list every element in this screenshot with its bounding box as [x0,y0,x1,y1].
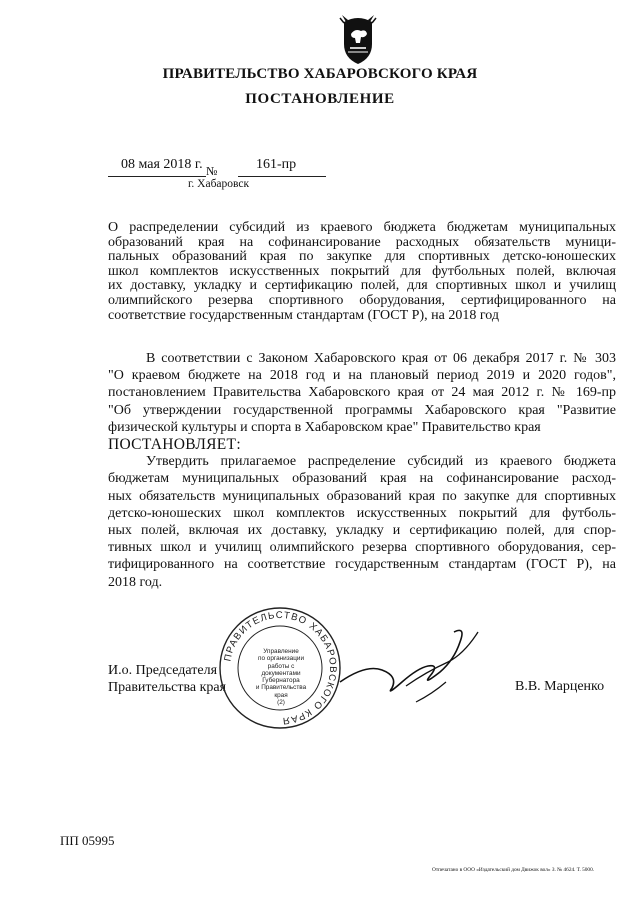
date-underline [108,176,206,177]
coat-of-arms-emblem [334,10,382,66]
subject-line: их доставку, укладку и сертификацию полей, для спортивных школ и училищ [108,278,616,294]
printing-note: Отпечатано в ООО «Издательский дом Движок вол» З. № 4624. Т. 5000. [432,867,595,873]
stamp-ring-text: ПРАВИТЕЛЬСТВО ХАБАРОВСКОГО КРАЯ [222,609,339,727]
subject-line: школ комплектов искусственных покрытий для футбольных полей, включая [108,263,616,279]
position-line: И.о. Председателя [108,663,218,678]
position-line: Правительства края [108,680,227,695]
subject-line: олимпийского резерва спортивного оборудования, сертифицированного на [108,292,616,308]
subject-line: пальных образований края по закупке для спортивных детско-юношеских [108,249,616,265]
signatory-name: В.В. Марценко [515,679,605,694]
body-line: "Об утверждении государственной программы Хабаровского края "Развитие [108,402,616,418]
document-body [108,350,616,591]
stamp-line: Губернатора [262,677,300,685]
body-line: 2018 год. [108,574,163,590]
stamp-line: работы с документами [261,662,301,677]
subject-line: О распределении субсидий из краевого бюджета бюджетам муниципальных [108,220,616,235]
body-line: Утвердить прилагаемое распределение субсидий из краевого бюджета [146,454,616,470]
body-line: ных полей, включая их доставку, укладку и сертификацию полей, для спор- [108,523,616,539]
body-line: В соответствии с Законом Хабаровского края от 06 декабря 2017 г. № 303 [146,351,616,366]
subject-line: образований края на софинансирование расходных обязательств муници- [108,234,616,250]
signatory-position [108,662,226,696]
stamp-line: края [274,691,288,699]
stamp-inner-text [250,648,312,706]
body-line: физической культуры и спорта в Хабаровском крае" Правительство края [108,419,541,435]
body-line: тифицированного на соответствие государственным стандартам (ГОСТ Р), на [108,557,616,573]
document-city: г. Хабаровск [188,178,250,190]
stamp-line: по организации [257,655,305,663]
number-sign: № [206,164,218,178]
body-line: постановлением Правительства Хабаровского края от 24 мая 2012 г. № 169-пр [108,385,616,401]
resolution-keyword: ПОСТАНОВЛЯЕТ: [108,436,241,454]
document-date: 08 мая 2018 г. [121,157,203,172]
stamp-line: (2) [277,699,285,707]
body-line: тивных школ и училищ олимпийского резерва спортивного оборудования, сер- [108,540,616,556]
form-code: ПП 05995 [60,833,115,848]
document-type: ПОСТАНОВЛЕНИЕ [245,91,395,107]
signature-icon [336,612,486,710]
organization-title: ПРАВИТЕЛЬСТВО ХАБАРОВСКОГО КРАЯ [162,66,478,82]
subject-line: соответствие государственным стандартам (ГОСТ Р), на 2018 год [108,307,499,323]
body-line: "О краевом бюджете на 2018 год и на плановый период 2019 и 2020 годов", [108,368,616,384]
body-line: бюджетам муниципальных образований края на софинансирование расход- [108,471,616,487]
document-subject [108,221,616,323]
handwritten-signature [336,612,486,710]
number-underline [238,176,326,177]
body-line: детско-юношеских школ комплектов искусственных покрытий для футболь- [108,505,616,521]
stamp-line: и Правительства [255,684,307,692]
stamp-line: Управление [263,648,299,655]
coat-of-arms-icon [334,10,382,66]
document-number: 161-пр [256,157,297,172]
body-line: ных обязательств муниципальных образований края по закупке для спортивных [108,488,616,504]
